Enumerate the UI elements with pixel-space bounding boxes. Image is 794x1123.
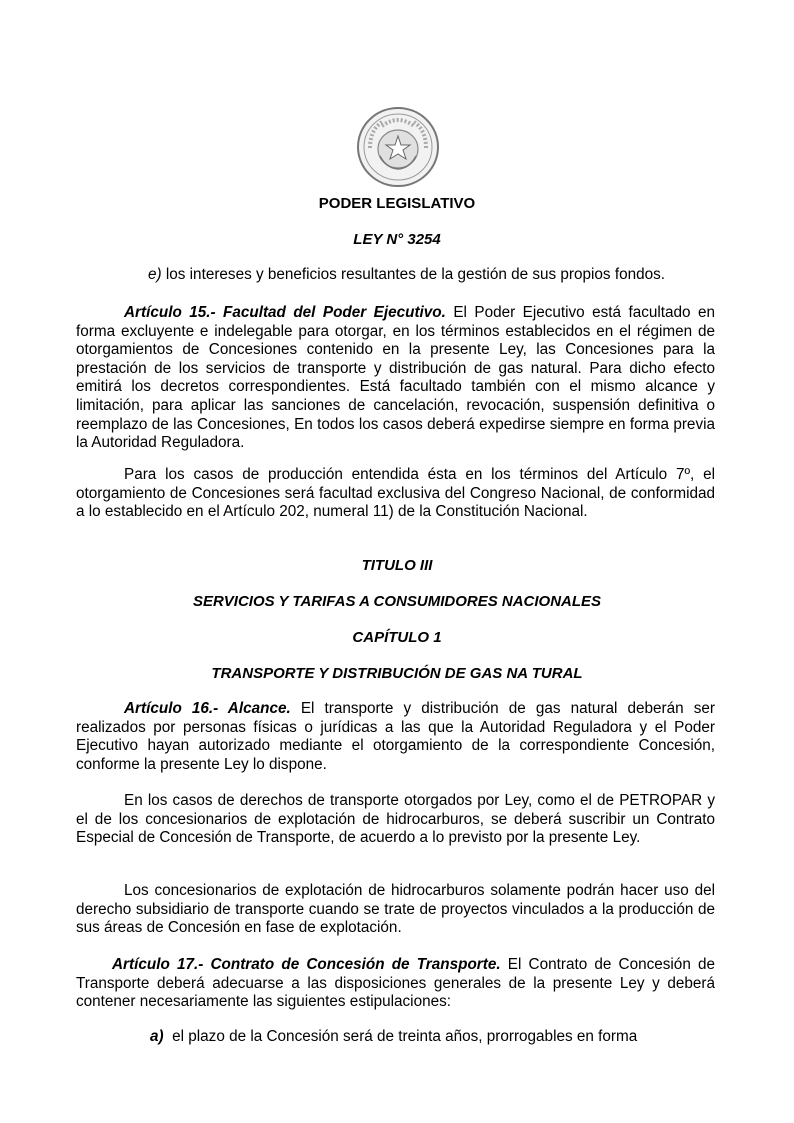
titulo-heading: TITULO III (361, 557, 433, 574)
institution-heading: PODER LEGISLATIVO (318, 195, 476, 212)
item-e-letter: e) (148, 266, 162, 283)
item-a-letter: a) (150, 1028, 164, 1045)
article-17-text: El Contrato de Concesión de Transporte deberá adecuarse a las disposiciones generales de la presente Ley y deberá contener necesariamente las siguientes estipulaciones: (76, 956, 715, 1011)
article-16-paragraph-3-text: Los concesionarios de explotación de hidrocarburos solamente podrán hacer uso del derecho subsidiario de transporte cuando se trate de proyectos vinculados a la producción de sus áreas de Concesión en fase de explotación. (76, 882, 715, 937)
seal-of-paraguay-icon (356, 106, 440, 188)
article-15-paragraph-2 (76, 466, 715, 522)
titulo-name: SERVICIOS Y TARIFAS A CONSUMIDORES NACIONALES (192, 593, 602, 610)
item-e-text: los intereses y beneficios resultantes de la gestión de sus propios fondos. (165, 266, 666, 283)
article-15-title: Artículo 15.- Facultad del Poder Ejecutivo. (124, 304, 446, 321)
article-15-paragraph-2-text: Para los casos de producción entendida ésta en los términos del Artículo 7º, el otorgamiento de Concesiones será facultad exclusiva del Congreso Nacional, de conformidad a lo establecido en el Artículo 202, numeral 11) de la Constitución Nacional. (76, 466, 715, 521)
article-16-paragraph (76, 700, 715, 774)
item-a-text: el plazo de la Concesión será de treinta años, prorrogables en forma (172, 1028, 638, 1045)
article-16-title: Artículo 16.- Alcance. (124, 700, 291, 717)
article-17-paragraph (76, 956, 715, 1012)
law-number: LEY N° 3254 (353, 231, 441, 248)
item-e (148, 266, 665, 285)
article-16-paragraph-2 (76, 792, 715, 848)
article-15-paragraph (76, 304, 715, 453)
article-15-text: El Poder Ejecutivo está facultado en forma excluyente e indelegable para otorgar, en los términos establecidos en el régimen de otorgamientos de Concesiones contenido en la presente Ley, las Concesiones para la prestación de los servicios de transporte y distribución de gas natural. Para dicho efecto emitirá los decretos correspondientes. Está facultado también con el mismo alcance y limitación, para aplicar las sanciones de cancelación, revocación, suspensión definitiva o reemplazo de las Concesiones, En todos los casos deberá expedirse siempre en forma previa la Autoridad Reguladora. (76, 304, 715, 452)
article-16-paragraph-3 (76, 882, 715, 938)
capitulo-name: TRANSPORTE Y DISTRIBUCIÓN DE GAS NA TURAL (211, 665, 583, 682)
article-16-paragraph-2-text: En los casos de derechos de transporte otorgados por Ley, como el de PETROPAR y el de los concesionarios de explotación de hidrocarburos, se deberá suscribir un Contrato Especial de Concesión de Transporte, de acuerdo a lo previsto por la presente Ley. (76, 792, 715, 847)
article-16-text: El transporte y distribución de gas natural deberán ser realizados por personas físicas o jurídicas a las que la Autoridad Reguladora y el Poder Ejecutivo hayan autorizado mediante el otorgamiento de la correspondiente Concesión, conforme la presente Ley lo dispone. (76, 700, 715, 773)
capitulo-heading: CAPÍTULO 1 (352, 629, 442, 646)
item-a (150, 1028, 637, 1047)
article-17-title: Artículo 17.- Contrato de Concesión de Transporte. (112, 956, 501, 973)
